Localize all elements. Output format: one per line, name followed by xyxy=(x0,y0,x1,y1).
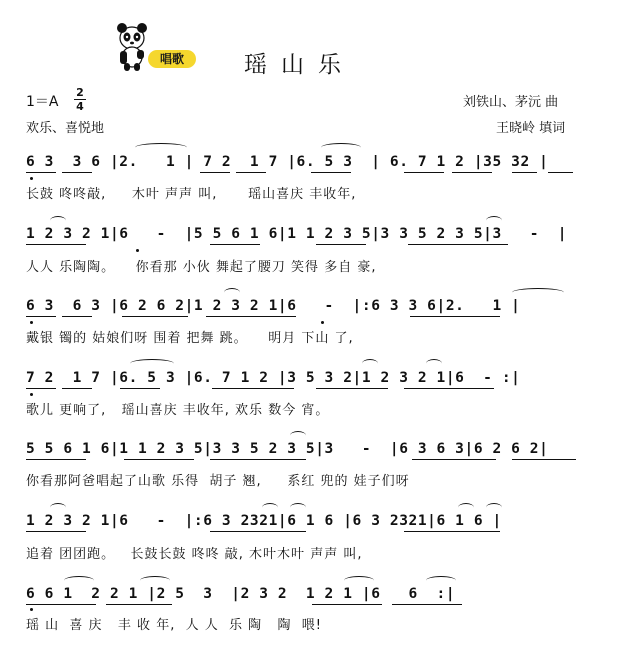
time-numerator: 2 xyxy=(76,86,84,99)
notation-line-3: 6 3 6 3 |6 2 6 2|1 2 3 2 1|6 - |:6 3 3 6|2. 1 | xyxy=(26,298,521,314)
beam-mark xyxy=(26,604,96,605)
beam-mark xyxy=(120,388,160,389)
song-badge: 唱歌 xyxy=(148,50,196,68)
tie-mark xyxy=(458,503,474,512)
beam-mark xyxy=(212,388,294,389)
beam-mark xyxy=(26,172,56,173)
beam-mark xyxy=(412,459,496,460)
beam-mark xyxy=(311,172,351,173)
beam-mark xyxy=(404,388,494,389)
key-signature: 1＝A xyxy=(26,94,59,110)
beam-mark xyxy=(206,316,296,317)
beam-mark xyxy=(26,531,86,532)
beam-mark xyxy=(106,604,172,605)
lyric-line-5: 你看那阿爸唱起了山歌 乐得 胡子 翘, 系红 兜的 娃子们呀 xyxy=(26,474,410,489)
beam-mark xyxy=(124,459,194,460)
lyric-line-6: 追着 团团跑。 长鼓长鼓 咚咚 敲, 木叶木叶 声声 叫, xyxy=(26,547,363,562)
beam-mark xyxy=(548,172,573,173)
lyricist-credit: 王晓岭 填词 xyxy=(496,121,566,136)
beam-mark xyxy=(26,388,56,389)
tie-mark xyxy=(344,576,374,585)
song-title: 瑶山乐 xyxy=(244,52,355,78)
notation-line-6: 1 2 3 2 1|6 - |:6 3 2321|6 1 6 |6 3 2321|6 1 6 | xyxy=(26,513,502,529)
beam-mark xyxy=(26,244,86,245)
beam-mark xyxy=(26,459,86,460)
lyric-line-4: 歌儿 更响了, 瑶山喜庆 丰收年, 欢乐 数今 宵。 xyxy=(26,403,330,418)
tie-mark xyxy=(512,288,564,297)
time-denominator: 4 xyxy=(74,99,86,113)
notation-line-4: 7 2 1 7 |6. 5 3 |6. 7 1 2 |3 5 3 2|1 2 3 2 1|6 - :| xyxy=(26,370,521,386)
composer-credit: 刘铁山、茅沅 曲 xyxy=(463,95,559,110)
notation-line-7: 6 6 1 2 2 1 |2 5 3 |2 3 2 1 2 1 |6 6 :| xyxy=(26,586,456,602)
beam-mark xyxy=(452,172,492,173)
time-signature xyxy=(74,86,86,113)
beam-mark xyxy=(312,604,382,605)
tie-mark xyxy=(50,216,66,225)
panda-badge xyxy=(112,20,202,74)
beam-mark xyxy=(410,316,500,317)
tie-mark xyxy=(262,503,278,512)
tie-mark xyxy=(362,359,378,368)
tie-mark xyxy=(486,503,502,512)
notation-line-1: 6 3 3 6 |2. 1 | 7 2 1 7 |6. 5 3 | 6. 7 1 2 |35 32 | xyxy=(26,154,549,170)
tie-mark xyxy=(130,359,174,368)
tie-mark xyxy=(224,288,240,297)
lyric-line-2: 人人 乐陶陶。 你看那 小伙 舞起了腰刀 笑得 多自 豪, xyxy=(26,260,377,275)
octave-dot xyxy=(136,249,139,252)
tie-mark xyxy=(321,143,361,152)
tie-mark xyxy=(140,576,170,585)
tie-mark xyxy=(50,503,66,512)
beam-mark xyxy=(62,388,92,389)
beam-mark xyxy=(408,244,508,245)
notation-line-2: 1 2 3 2 1|6 - |5 5 6 1 6|1 1 2 3 5|3 3 5 2 3 5|3 - | xyxy=(26,226,568,242)
beam-mark xyxy=(26,316,56,317)
beam-mark xyxy=(210,244,260,245)
octave-dot xyxy=(30,393,33,396)
beam-mark xyxy=(62,172,92,173)
beam-mark xyxy=(316,244,366,245)
beam-mark xyxy=(316,388,388,389)
tie-mark xyxy=(486,216,502,225)
tie-mark xyxy=(290,503,306,512)
octave-dot xyxy=(321,321,324,324)
panda-icon xyxy=(112,20,152,72)
lyric-line-7: 瑶 山 喜 庆 丰 收 年, 人 人 乐 陶 陶 喂! xyxy=(26,618,322,633)
tie-mark xyxy=(64,576,94,585)
beam-mark xyxy=(404,531,500,532)
tie-mark xyxy=(426,359,442,368)
beam-mark xyxy=(512,172,537,173)
beam-mark xyxy=(236,172,266,173)
beam-mark xyxy=(512,459,576,460)
lyric-line-3: 戴银 镯的 姑娘们呀 围着 把舞 跳。 明月 下山 了, xyxy=(26,331,354,346)
beam-mark xyxy=(404,172,444,173)
tie-mark xyxy=(426,576,456,585)
beam-mark xyxy=(392,604,462,605)
beam-mark xyxy=(62,316,92,317)
notation-line-5: 5 5 6 1 6|1 1 2 3 5|3 3 5 2 3 5|3 - |6 3 6 3|6 2 6 2| xyxy=(26,441,549,457)
octave-dot xyxy=(30,177,33,180)
tie-mark xyxy=(290,431,306,440)
beam-mark xyxy=(210,459,306,460)
tie-mark xyxy=(135,143,187,152)
octave-dot xyxy=(30,321,33,324)
octave-dot xyxy=(30,608,33,611)
beam-mark xyxy=(200,172,230,173)
lyric-line-1: 长鼓 咚咚敲, 木叶 声声 叫, 瑶山喜庆 丰收年, xyxy=(26,187,357,202)
beam-mark xyxy=(210,531,306,532)
tempo-marking: 欢乐、喜悦地 xyxy=(26,121,105,136)
beam-mark xyxy=(122,316,188,317)
